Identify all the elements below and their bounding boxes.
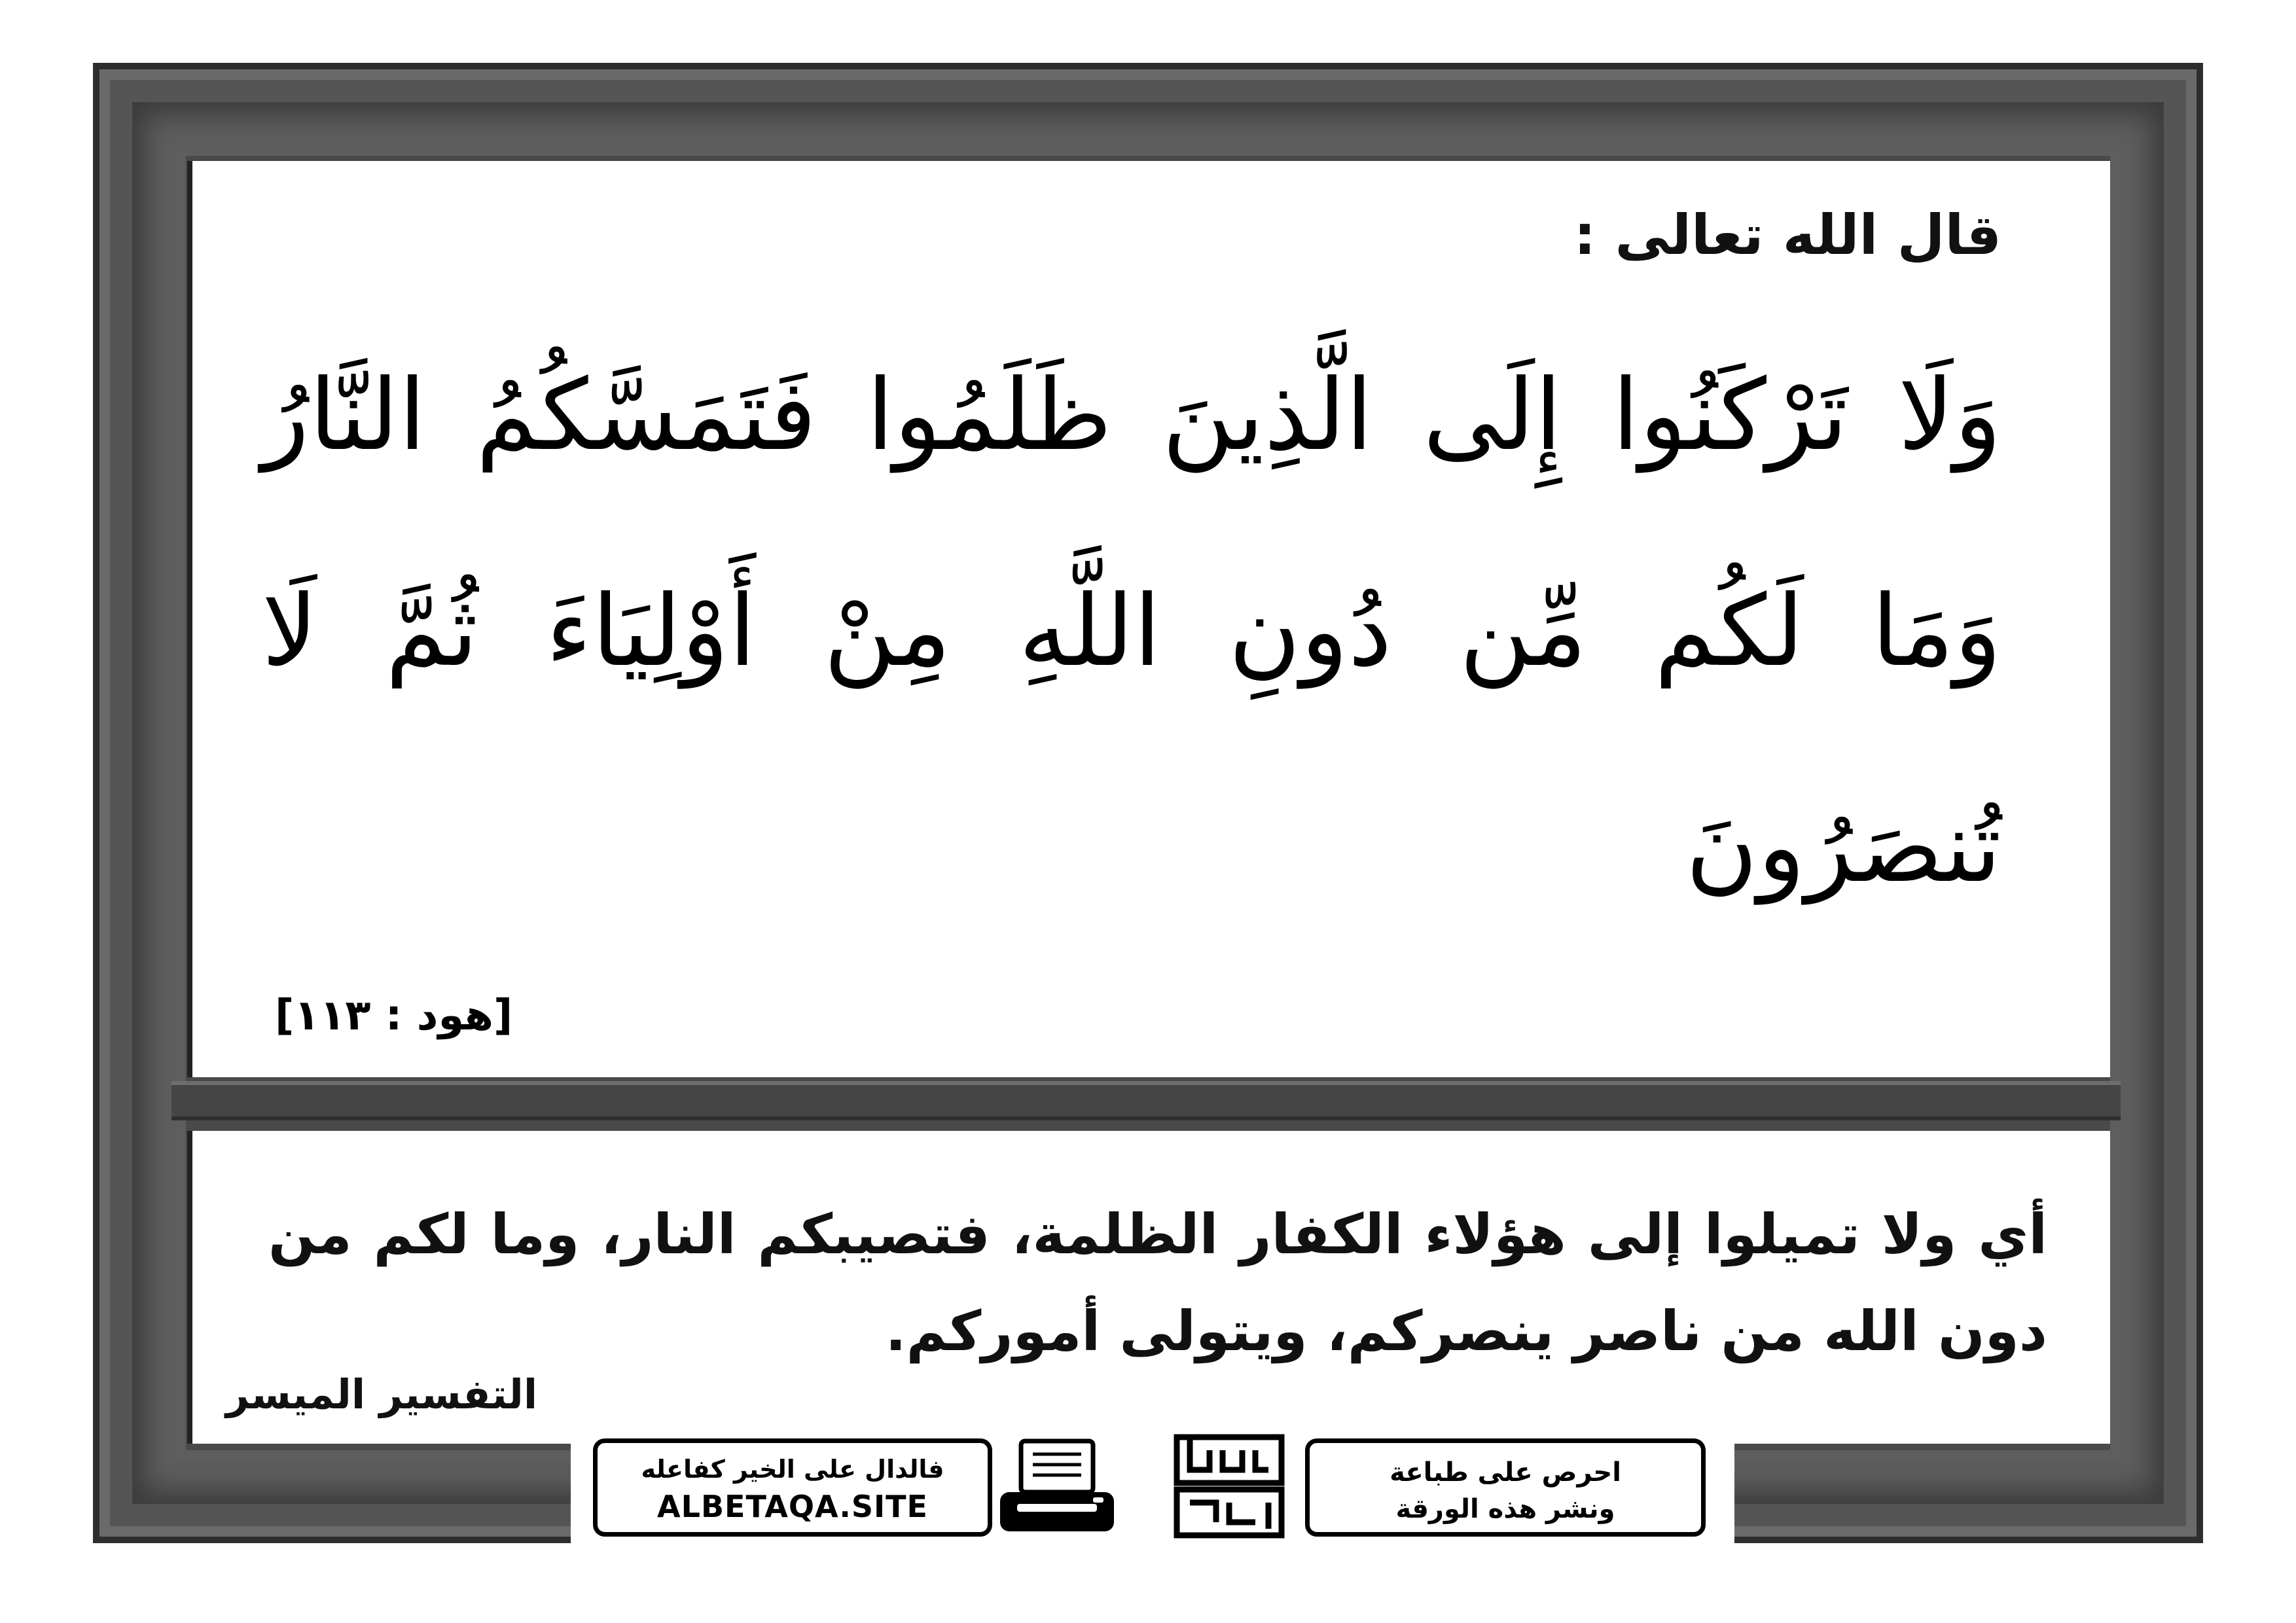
verse-reference: [هود : ١١٣]	[275, 991, 513, 1040]
tafsir-text: أي ولا تميلوا إلى هؤلاء الكفار الظلمة، فتصيبكم النار، وما لكم من دون الله من ناصر ينصركم، ويتولى أموركم.	[268, 1202, 2047, 1363]
divider-bar	[171, 1081, 2121, 1120]
footer-website: ALBETAQA.SITE	[657, 1489, 928, 1524]
tafsir-source: التفسير الميسر	[226, 1370, 538, 1418]
footer-print-line1: احرص على طباعة	[1390, 1457, 1621, 1488]
footer-motto: فالدال على الخير كفاعله	[641, 1455, 944, 1484]
footer-print-box	[1305, 1438, 1706, 1537]
quran-verse: وَلَا تَرْكَنُوا إِلَى الَّذِينَ ظَلَمُوا فَتَمَسَّكُمُ النَّارُ وَمَا لَكُم مِّن دُونِ اللَّهِ مِنْ أَوْلِيَاءَ ثُمَّ لَا تُنصَرُونَ	[262, 359, 2001, 904]
verse-intro: قال الله تعالى :	[1573, 203, 2001, 267]
printer-icon	[995, 1437, 1119, 1535]
footer-print-line2: ونشر هذه الورقة	[1395, 1494, 1615, 1524]
kufic-logo-icon	[1170, 1431, 1288, 1542]
footer-website-box	[593, 1438, 992, 1537]
